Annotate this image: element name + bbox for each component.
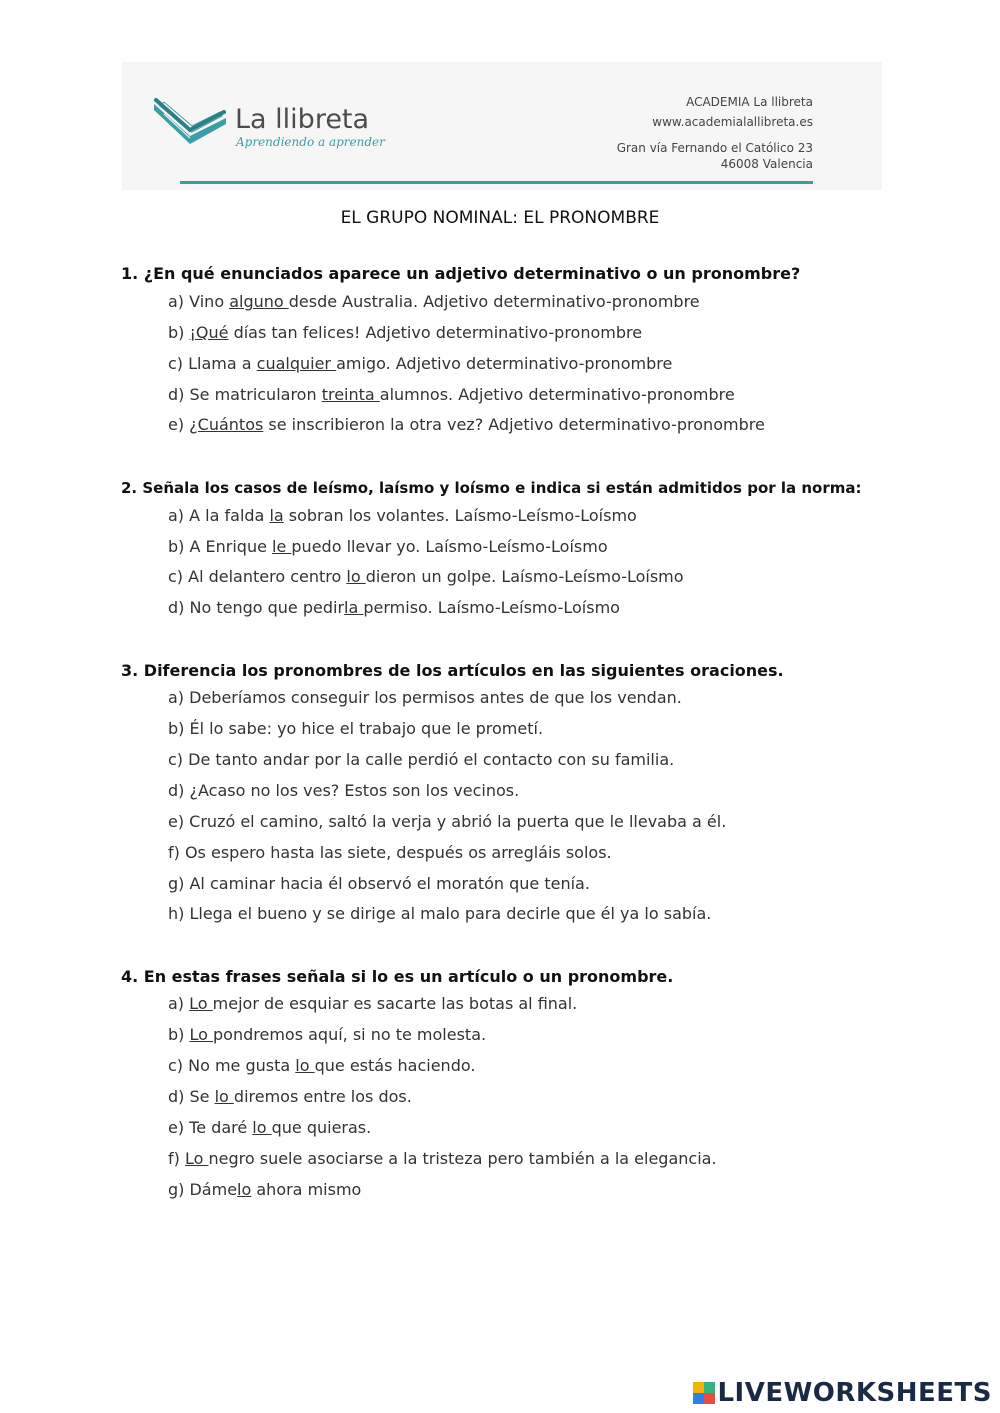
underlined-word: le bbox=[272, 537, 292, 556]
brand-tagline: Aprendiendo a aprender bbox=[236, 135, 385, 149]
q4-item-d: d) Se lo diremos entre los dos. bbox=[168, 1087, 412, 1106]
q2-item-b: b) A Enrique le puedo llevar yo. Laísmo-Leísmo-Loísmo bbox=[168, 537, 608, 556]
question-4-heading: 4. En estas frases señala si lo es un artículo o un pronombre. bbox=[121, 967, 674, 986]
book-logo-icon bbox=[150, 96, 230, 152]
underlined-word: lo bbox=[346, 567, 366, 586]
underlined-word: ¿Cuántos bbox=[189, 415, 264, 434]
liveworksheets-brand: LIVEWORKSHEETS bbox=[717, 1378, 992, 1408]
q3-item: a) Deberíamos conseguir los permisos antes de que los vendan. bbox=[168, 688, 682, 707]
q4-item-f: f) Lo negro suele asociarse a la tristeza pero también a la elegancia. bbox=[168, 1149, 717, 1168]
underlined-word: Lo bbox=[184, 1149, 209, 1168]
underlined-word: lo bbox=[237, 1180, 252, 1199]
academy-name: ACADEMIA La llibreta bbox=[686, 95, 813, 109]
underlined-word: ¡Qué bbox=[189, 323, 229, 342]
page-title: EL GRUPO NOMINAL: EL PRONOMBRE bbox=[340, 208, 660, 228]
q2-item-a: a) A la falda la sobran los volantes. Laísmo-Leísmo-Loísmo bbox=[168, 506, 637, 525]
q4-item-b: b) Lo pondremos aquí, si no te molesta. bbox=[168, 1025, 487, 1044]
q1-item-b: b) ¡Qué días tan felices! Adjetivo determinativo-pronombre bbox=[168, 323, 643, 342]
underlined-word: Lo bbox=[189, 994, 213, 1013]
address-line-2: 46008 Valencia bbox=[720, 157, 813, 171]
question-3-heading: 3. Diferencia los pronombres de los artículos en las siguientes oraciones. bbox=[121, 661, 784, 680]
website-link[interactable]: www.academialallibreta.es bbox=[652, 115, 813, 129]
underlined-word: cualquier bbox=[256, 354, 337, 373]
question-2-heading: 2. Señala los casos de leísmo, laísmo y loísmo e indica si están admitidos por la norma: bbox=[121, 479, 862, 497]
q4-item-c: c) No me gusta lo que estás haciendo. bbox=[168, 1056, 476, 1075]
q1-item-d: d) Se matricularon treinta alumnos. Adjetivo determinativo-pronombre bbox=[168, 385, 735, 404]
liveworksheets-footer[interactable] bbox=[693, 1378, 992, 1408]
address-line-1: Gran vía Fernando el Católico 23 bbox=[616, 141, 813, 155]
q3-item: d) ¿Acaso no los ves? Estos son los vecinos. bbox=[168, 781, 520, 800]
underlined-word: lo bbox=[252, 1118, 272, 1137]
q3-item: f) Os espero hasta las siete, después os arregláis solos. bbox=[168, 843, 612, 862]
underlined-word: lo bbox=[214, 1087, 234, 1106]
brand-name: La llibreta bbox=[235, 104, 370, 135]
q2-item-c: c) Al delantero centro lo dieron un golpe. Laísmo-Leísmo-Loísmo bbox=[168, 567, 684, 586]
q1-item-c: c) Llama a cualquier amigo. Adjetivo determinativo-pronombre bbox=[168, 354, 673, 373]
q4-item-a: a) Lo mejor de esquiar es sacarte las botas al final. bbox=[168, 994, 578, 1013]
q1-item-a: a) Vino alguno desde Australia. Adjetivo determinativo-pronombre bbox=[168, 292, 700, 311]
q1-item-e: e) ¿Cuántos se inscribieron la otra vez? Adjetivo determinativo-pronombre bbox=[168, 415, 765, 434]
q3-item: h) Llega el bueno y se dirige al malo para decirle que él ya lo sabía. bbox=[168, 904, 712, 923]
underlined-word: treinta bbox=[321, 385, 380, 404]
q3-item: c) De tanto andar por la calle perdió el contacto con su familia. bbox=[168, 750, 675, 769]
q3-item: b) Él lo sabe: yo hice el trabajo que le prometí. bbox=[168, 719, 544, 738]
underlined-word: la bbox=[269, 506, 284, 525]
underlined-word: Lo bbox=[189, 1025, 213, 1044]
q3-item: e) Cruzó el camino, saltó la verja y abrió la puerta que le llevaba a él. bbox=[168, 812, 727, 831]
underlined-word: alguno bbox=[229, 292, 289, 311]
q2-item-d: d) No tengo que pedirla permiso. Laísmo-Leísmo-Loísmo bbox=[168, 598, 620, 617]
contact-block bbox=[617, 92, 813, 174]
underlined-word: la bbox=[344, 598, 364, 617]
question-1-heading: 1. ¿En qué enunciados aparece un adjetivo determinativo o un pronombre? bbox=[121, 264, 801, 283]
q4-item-g: g) Dámelo ahora mismo bbox=[168, 1180, 362, 1199]
liveworksheets-logo-icon bbox=[693, 1382, 715, 1404]
q3-item: g) Al caminar hacia él observó el moratón que tenía. bbox=[168, 874, 590, 893]
underlined-word: lo bbox=[295, 1056, 315, 1075]
header-divider bbox=[180, 181, 813, 184]
q4-item-e: e) Te daré lo que quieras. bbox=[168, 1118, 372, 1137]
